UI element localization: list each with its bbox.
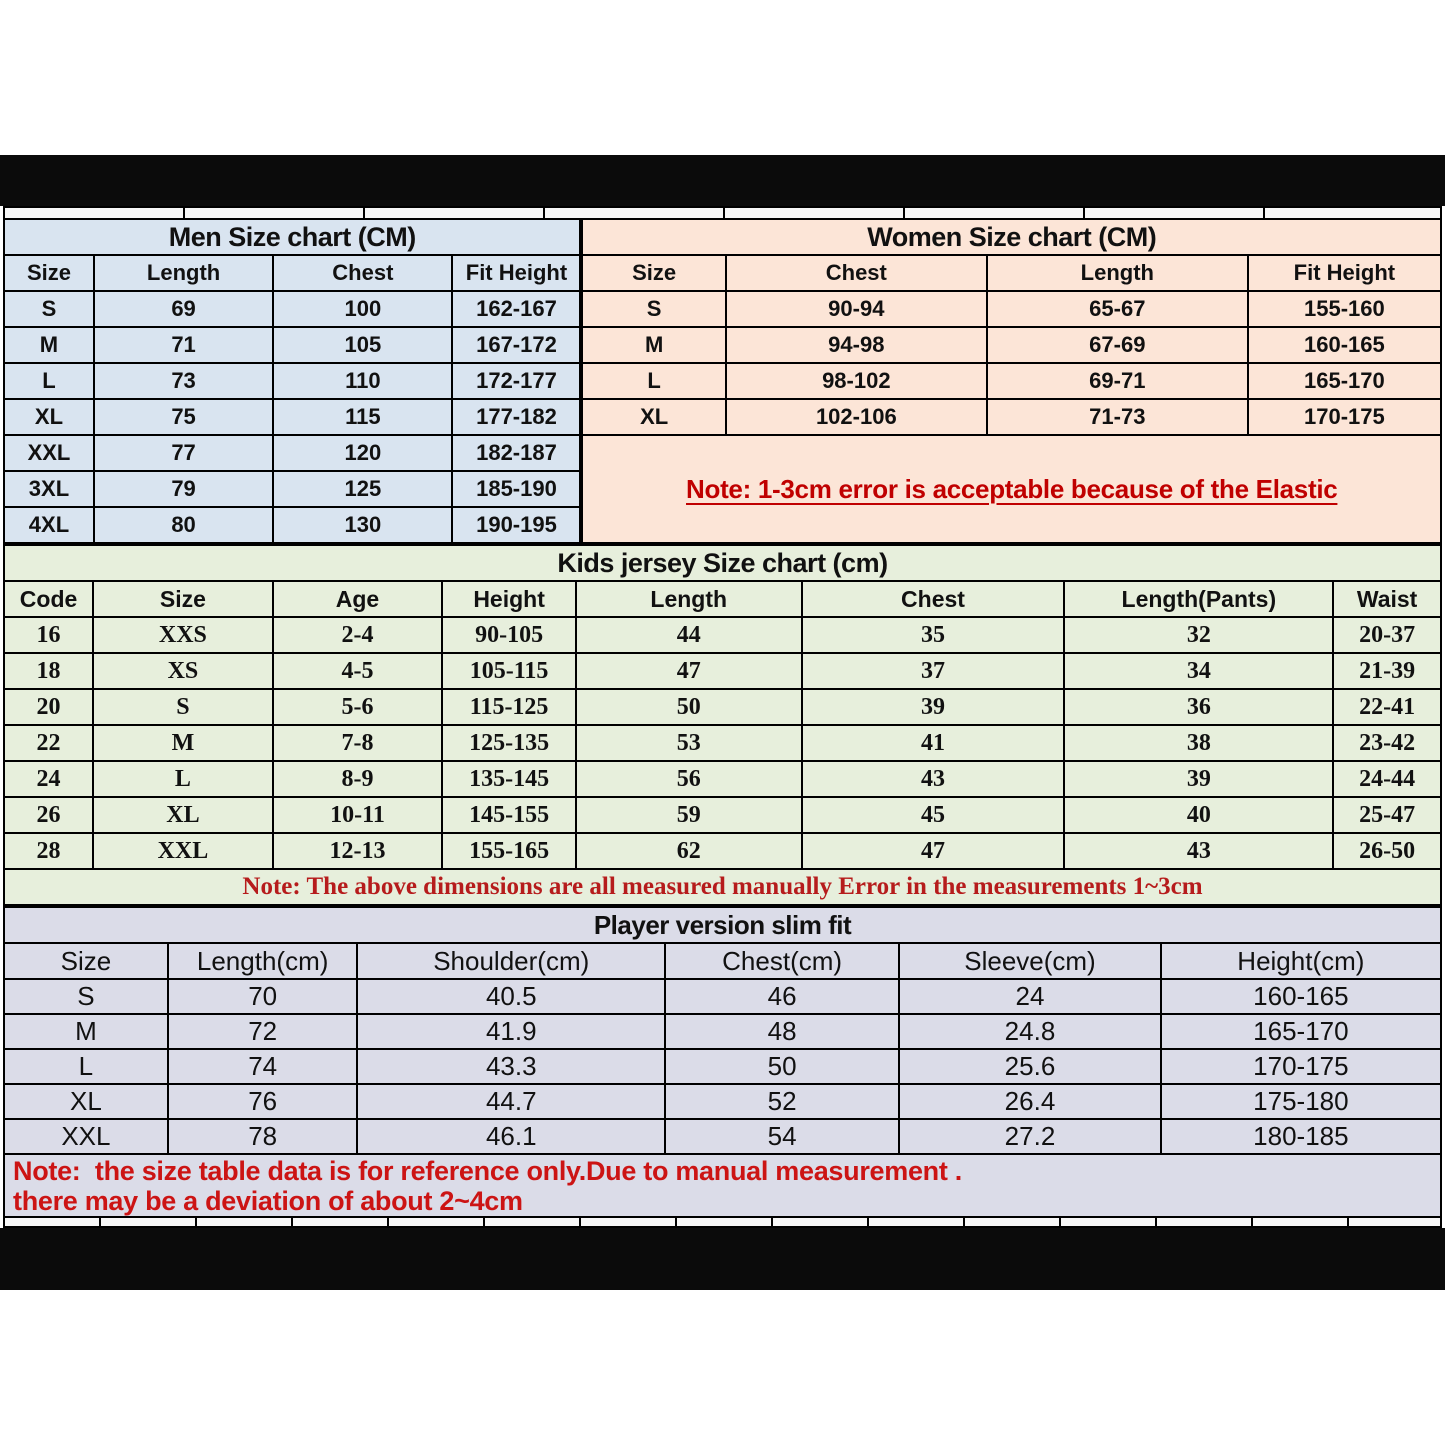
table-cell: 10-11 [273, 797, 443, 833]
table-cell: 65-67 [987, 291, 1248, 327]
table-cell: 21-39 [1333, 653, 1441, 689]
table-cell: 25-47 [1333, 797, 1441, 833]
table-cell: 3XL [4, 471, 94, 507]
column-header: Height(cm) [1161, 943, 1441, 979]
table-row [4, 797, 1441, 833]
table-cell: 38 [1064, 725, 1333, 761]
table-cell: 182-187 [452, 435, 580, 471]
top-black-bar [0, 155, 1445, 206]
table-cell: 71 [94, 327, 273, 363]
table-cell: 155-160 [1248, 291, 1441, 327]
table-cell: 62 [576, 833, 802, 869]
table-cell: 54 [665, 1119, 899, 1154]
table-row [582, 327, 1441, 363]
table-cell: 98-102 [726, 363, 987, 399]
column-header: Shoulder(cm) [357, 943, 665, 979]
table-cell: M [4, 327, 94, 363]
elastic-note-cell [581, 436, 1442, 544]
table-cell: 46 [665, 979, 899, 1014]
table-cell: 125 [273, 471, 452, 507]
table-cell: 105 [273, 327, 452, 363]
table-cell: 94-98 [726, 327, 987, 363]
table-cell: 22 [4, 725, 93, 761]
table-cell: 170-175 [1248, 399, 1441, 435]
kids-note-text: Note: The above dimensions are all measured manually Error in the measurements 1~3cm [242, 873, 1203, 900]
table-cell: 16 [4, 617, 93, 653]
table-row [4, 435, 580, 471]
table-cell: 59 [576, 797, 802, 833]
table-cell: 37 [802, 653, 1065, 689]
table-cell: 172-177 [452, 363, 580, 399]
table-cell: XL [4, 1084, 168, 1119]
table-cell: 2-4 [273, 617, 443, 653]
table-cell: L [582, 363, 725, 399]
table-cell: XXL [4, 1119, 168, 1154]
column-header: Length [576, 581, 802, 617]
table-header-row [4, 255, 580, 291]
table-cell: 130 [273, 507, 452, 543]
table-cell: 102-106 [726, 399, 987, 435]
table-cell: S [4, 979, 168, 1014]
table-cell: 75 [94, 399, 273, 435]
table-cell: M [582, 327, 725, 363]
table-cell: 70 [168, 979, 358, 1014]
table-row [4, 399, 580, 435]
table-cell: 32 [1064, 617, 1333, 653]
table-cell: 36 [1064, 689, 1333, 725]
table-title-row [4, 907, 1441, 943]
table-cell: 177-182 [452, 399, 580, 435]
table-row [582, 363, 1441, 399]
table-cell: 24.8 [899, 1014, 1161, 1049]
table-cell: 8-9 [273, 761, 443, 797]
table-cell: 18 [4, 653, 93, 689]
column-header: Length [94, 255, 273, 291]
column-header: Chest [273, 255, 452, 291]
table-header-row [582, 255, 1441, 291]
table-row [4, 1049, 1441, 1084]
table-cell: 34 [1064, 653, 1333, 689]
table-cell: 24 [899, 979, 1161, 1014]
table-row [4, 725, 1441, 761]
table-row [4, 653, 1441, 689]
column-header: Height [442, 581, 576, 617]
table-cell: L [4, 363, 94, 399]
table-row [4, 471, 580, 507]
table-cell: 48 [665, 1014, 899, 1049]
table-cell: M [93, 725, 273, 761]
column-header: Fit Height [1248, 255, 1441, 291]
table-cell: 160-165 [1161, 979, 1441, 1014]
women-size-chart [581, 218, 1442, 544]
table-cell: 72 [168, 1014, 358, 1049]
table-cell: 50 [665, 1049, 899, 1084]
table-cell: 46.1 [357, 1119, 665, 1154]
table-cell: 5-6 [273, 689, 443, 725]
table-cell: 167-172 [452, 327, 580, 363]
column-header: Size [4, 943, 168, 979]
table-cell: 162-167 [452, 291, 580, 327]
table-cell: 20-37 [1333, 617, 1441, 653]
table-title-row [4, 219, 580, 255]
table-title-row [4, 545, 1441, 581]
table-cell: 120 [273, 435, 452, 471]
table-cell: 170-175 [1161, 1049, 1441, 1084]
table-cell: 78 [168, 1119, 358, 1154]
column-header: Size [93, 581, 273, 617]
table-cell: M [4, 1014, 168, 1049]
column-header: Chest(cm) [665, 943, 899, 979]
table-header-row [4, 581, 1441, 617]
table-cell: 56 [576, 761, 802, 797]
table-cell: 165-170 [1161, 1014, 1441, 1049]
column-header: Sleeve(cm) [899, 943, 1161, 979]
bottom-black-bar [0, 1228, 1445, 1290]
table-row [582, 399, 1441, 435]
table-cell: 69-71 [987, 363, 1248, 399]
kids-size-table [3, 544, 1442, 870]
table-cell: 180-185 [1161, 1119, 1441, 1154]
table-cell: 41 [802, 725, 1065, 761]
table-cell: XS [93, 653, 273, 689]
adult-size-section [3, 218, 1442, 544]
table-cell: 43 [802, 761, 1065, 797]
table-row [4, 1119, 1441, 1154]
table-cell: 39 [802, 689, 1065, 725]
table-cell: 100 [273, 291, 452, 327]
table-cell: 77 [94, 435, 273, 471]
top-white-margin [0, 0, 1445, 155]
column-header: Fit Height [452, 255, 580, 291]
table-cell: 26-50 [1333, 833, 1441, 869]
table-cell: 43 [1064, 833, 1333, 869]
table-cell: 28 [4, 833, 93, 869]
table-row [4, 761, 1441, 797]
table-cell: 4XL [4, 507, 94, 543]
table-cell: 115 [273, 399, 452, 435]
table-cell: 185-190 [452, 471, 580, 507]
table-cell: 39 [1064, 761, 1333, 797]
column-header: Code [4, 581, 93, 617]
filler-cells-row-bottom [3, 1218, 1442, 1228]
table-cell: 90-94 [726, 291, 987, 327]
table-cell: 35 [802, 617, 1065, 653]
table-cell: 53 [576, 725, 802, 761]
table-cell: 52 [665, 1084, 899, 1119]
table-header-row [4, 943, 1441, 979]
table-cell: 27.2 [899, 1119, 1161, 1154]
men-size-table [3, 218, 581, 544]
table-cell: L [4, 1049, 168, 1084]
table-cell: 23-42 [1333, 725, 1441, 761]
table-row [4, 363, 580, 399]
table-cell: S [582, 291, 725, 327]
column-header: Length [987, 255, 1248, 291]
women-size-table [581, 218, 1442, 436]
column-header: Size [582, 255, 725, 291]
table-cell: 26 [4, 797, 93, 833]
table-row [4, 327, 580, 363]
table-row [4, 291, 580, 327]
table-cell: 105-115 [442, 653, 576, 689]
table-cell: 20 [4, 689, 93, 725]
table-cell: 40.5 [357, 979, 665, 1014]
player-chart-title: Player version slim fit [4, 907, 1441, 943]
table-cell: 155-165 [442, 833, 576, 869]
column-header: Length(cm) [168, 943, 358, 979]
column-header: Length(Pants) [1064, 581, 1333, 617]
men-size-chart [3, 218, 581, 544]
elastic-note-text: Note: 1-3cm error is acceptable because of the Elastic [686, 473, 1338, 504]
table-cell: 79 [94, 471, 273, 507]
table-row [4, 507, 580, 543]
table-cell: 41.9 [357, 1014, 665, 1049]
filler-cells-row-top [3, 206, 1442, 218]
kids-measurement-note [3, 870, 1442, 906]
table-cell: XXS [93, 617, 273, 653]
column-header: Chest [726, 255, 987, 291]
table-cell: XXL [4, 435, 94, 471]
reference-note-line2: there may be a deviation of about 2~4cm [13, 1185, 523, 1216]
table-cell: 71-73 [987, 399, 1248, 435]
table-cell: XL [582, 399, 725, 435]
column-header: Age [273, 581, 443, 617]
column-header: Chest [802, 581, 1065, 617]
table-cell: 26.4 [899, 1084, 1161, 1119]
table-cell: 47 [576, 653, 802, 689]
table-cell: 24-44 [1333, 761, 1441, 797]
reference-only-note [3, 1155, 1442, 1218]
table-cell: 110 [273, 363, 452, 399]
table-cell: 47 [802, 833, 1065, 869]
table-cell: 145-155 [442, 797, 576, 833]
table-cell: 24 [4, 761, 93, 797]
table-row [4, 979, 1441, 1014]
table-cell: 45 [802, 797, 1065, 833]
table-cell: 40 [1064, 797, 1333, 833]
reference-note-line1: Note: the size table data is for reference only.Due to manual measurement . [13, 1155, 962, 1186]
table-row [4, 617, 1441, 653]
table-cell: 44.7 [357, 1084, 665, 1119]
table-cell: 90-105 [442, 617, 576, 653]
table-row [4, 689, 1441, 725]
table-cell: 135-145 [442, 761, 576, 797]
spreadsheet [3, 206, 1442, 1228]
table-cell: XL [4, 399, 94, 435]
table-cell: 43.3 [357, 1049, 665, 1084]
table-row [4, 1084, 1441, 1119]
table-cell: 22-41 [1333, 689, 1441, 725]
table-row [582, 291, 1441, 327]
women-chart-title: Women Size chart (CM) [582, 219, 1441, 255]
table-cell: 74 [168, 1049, 358, 1084]
table-cell: 73 [94, 363, 273, 399]
table-cell: S [4, 291, 94, 327]
table-cell: 165-170 [1248, 363, 1441, 399]
table-cell: 80 [94, 507, 273, 543]
table-cell: 160-165 [1248, 327, 1441, 363]
table-title-row [582, 219, 1441, 255]
column-header: Waist [1333, 581, 1441, 617]
player-version-table [3, 906, 1442, 1155]
column-header: Size [4, 255, 94, 291]
table-cell: XXL [93, 833, 273, 869]
table-cell: L [93, 761, 273, 797]
table-cell: 4-5 [273, 653, 443, 689]
table-cell: 44 [576, 617, 802, 653]
table-cell: 50 [576, 689, 802, 725]
men-chart-title: Men Size chart (CM) [4, 219, 580, 255]
table-cell: 175-180 [1161, 1084, 1441, 1119]
table-cell: 76 [168, 1084, 358, 1119]
table-row [4, 833, 1441, 869]
table-cell: 12-13 [273, 833, 443, 869]
table-cell: 125-135 [442, 725, 576, 761]
table-cell: 69 [94, 291, 273, 327]
table-row [4, 1014, 1441, 1049]
table-cell: 25.6 [899, 1049, 1161, 1084]
table-cell: 67-69 [987, 327, 1248, 363]
table-cell: 115-125 [442, 689, 576, 725]
table-cell: 190-195 [452, 507, 580, 543]
table-cell: XL [93, 797, 273, 833]
table-cell: S [93, 689, 273, 725]
kids-chart-title: Kids jersey Size chart (cm) [4, 545, 1441, 581]
table-cell: 7-8 [273, 725, 443, 761]
